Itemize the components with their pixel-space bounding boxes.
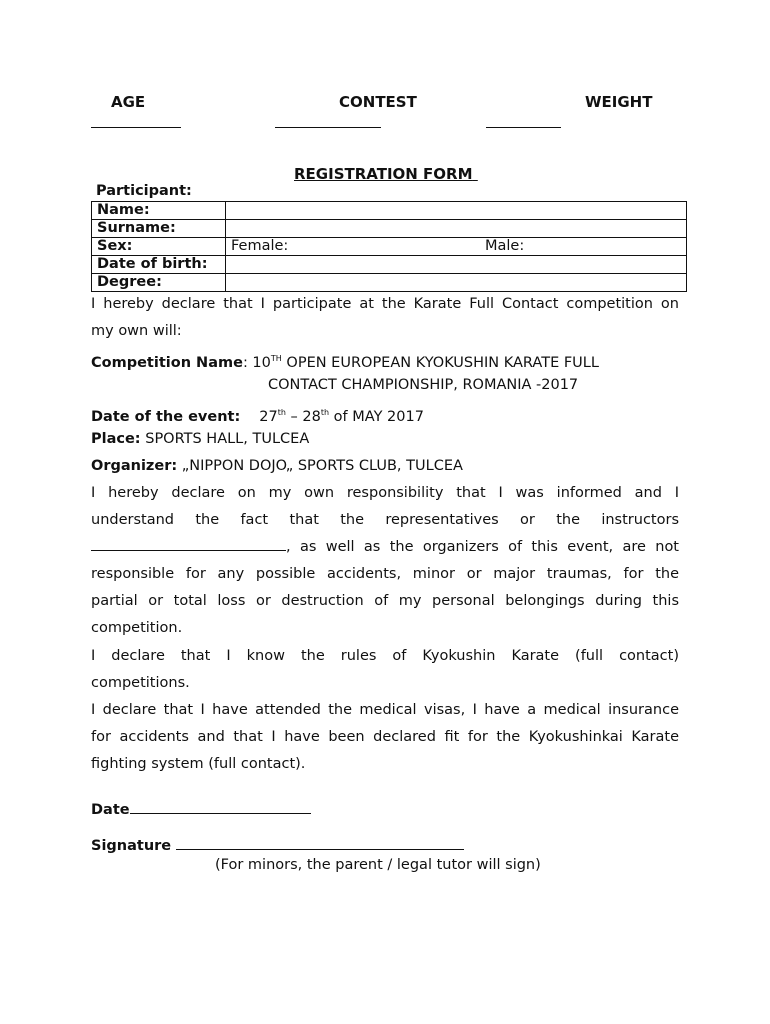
signature-field[interactable] — [176, 837, 464, 850]
registration-table — [91, 201, 687, 292]
date-line — [91, 797, 311, 824]
dob-label: Date of birth: — [92, 256, 226, 274]
table-row — [92, 202, 687, 220]
degree-field[interactable] — [226, 274, 687, 292]
competition-name-rest: OPEN EUROPEAN KYOKUSHIN KARATE FULL — [281, 355, 599, 371]
table-row — [92, 220, 687, 238]
responsibility-line-3 — [91, 534, 679, 561]
competition-name-prefix: : 10 — [242, 355, 271, 371]
competition-name-line-2: CONTACT CHAMPIONSHIP, ROMANIA -2017 — [268, 377, 579, 393]
organizer-line — [91, 453, 463, 480]
organizer-label: Organizer: — [91, 458, 178, 474]
age-label: AGE — [111, 93, 146, 111]
medical-line-1: I declare that I have attended the medical visas, I have a medical insurance — [91, 702, 679, 718]
name-label: Name: — [92, 202, 226, 220]
responsibility-line-5: partial or total loss or destruction of my personal belongings during this — [91, 593, 679, 609]
table-row — [92, 238, 687, 256]
signature-label: Signature — [91, 838, 172, 854]
declaration-line-2: my own will: — [91, 323, 182, 339]
contest-label: CONTEST — [339, 93, 417, 111]
age-field-line[interactable] — [91, 127, 181, 128]
form-title: REGISTRATION FORM — [294, 165, 473, 183]
female-option[interactable]: Female: — [231, 238, 289, 254]
weight-field-line[interactable] — [486, 127, 561, 128]
degree-label: Degree: — [92, 274, 226, 292]
responsibility-line-6: competition. — [91, 620, 183, 636]
surname-label: Surname: — [92, 220, 226, 238]
event-date-day1: 27 — [259, 409, 278, 425]
event-date-label: Date of the event: — [91, 409, 241, 425]
event-date-sup1: th — [277, 408, 286, 417]
responsibility-line-4: responsible for any possible accidents, minor or major traumas, for the — [91, 566, 679, 582]
competition-name-label: Competition Name — [91, 355, 243, 371]
name-field[interactable] — [226, 202, 687, 220]
table-row — [92, 256, 687, 274]
medical-line-3: fighting system (full contact). — [91, 756, 306, 772]
instructor-blank[interactable] — [91, 538, 286, 551]
weight-label: WEIGHT — [585, 93, 653, 111]
surname-field[interactable] — [226, 220, 687, 238]
date-field[interactable] — [130, 801, 311, 814]
place-value: SPORTS HALL, TULCEA — [140, 431, 310, 447]
sex-label: Sex: — [92, 238, 226, 256]
declaration-line-1: I hereby declare that I participate at the Karate Full Contact competition on — [91, 296, 679, 312]
signature-line — [91, 833, 464, 860]
date-label: Date — [91, 802, 130, 818]
rules-line-2: competitions. — [91, 675, 190, 691]
event-date-rest: of MAY 2017 — [329, 409, 424, 425]
signature-note: (For minors, the parent / legal tutor will sign) — [215, 857, 541, 873]
male-option[interactable]: Male: — [485, 238, 525, 254]
table-row — [92, 274, 687, 292]
responsibility-line-2: understand the fact that the representatives or the instructors — [91, 512, 679, 528]
sex-field[interactable] — [226, 238, 687, 256]
rules-line-1: I declare that I know the rules of Kyokushin Karate (full contact) — [91, 648, 679, 664]
event-date-sup2: th — [320, 408, 330, 417]
place-line — [91, 426, 309, 453]
dob-field[interactable] — [226, 256, 687, 274]
place-label: Place: — [91, 431, 141, 447]
competition-name-sup: TH — [270, 354, 282, 363]
event-date-dash: – 28 — [285, 409, 321, 425]
medical-line-2: for accidents and that I have been declared fit for the Kyokushinkai Karate — [91, 729, 679, 745]
responsibility-line-3-text: , as well as the organizers of this event, are not — [286, 539, 679, 555]
organizer-value: „NIPPON DOJO„ SPORTS CLUB, TULCEA — [177, 458, 463, 474]
contest-field-line[interactable] — [275, 127, 381, 128]
responsibility-line-1: I hereby declare on my own responsibility that I was informed and I — [91, 485, 679, 501]
participant-label: Participant: — [96, 183, 192, 199]
